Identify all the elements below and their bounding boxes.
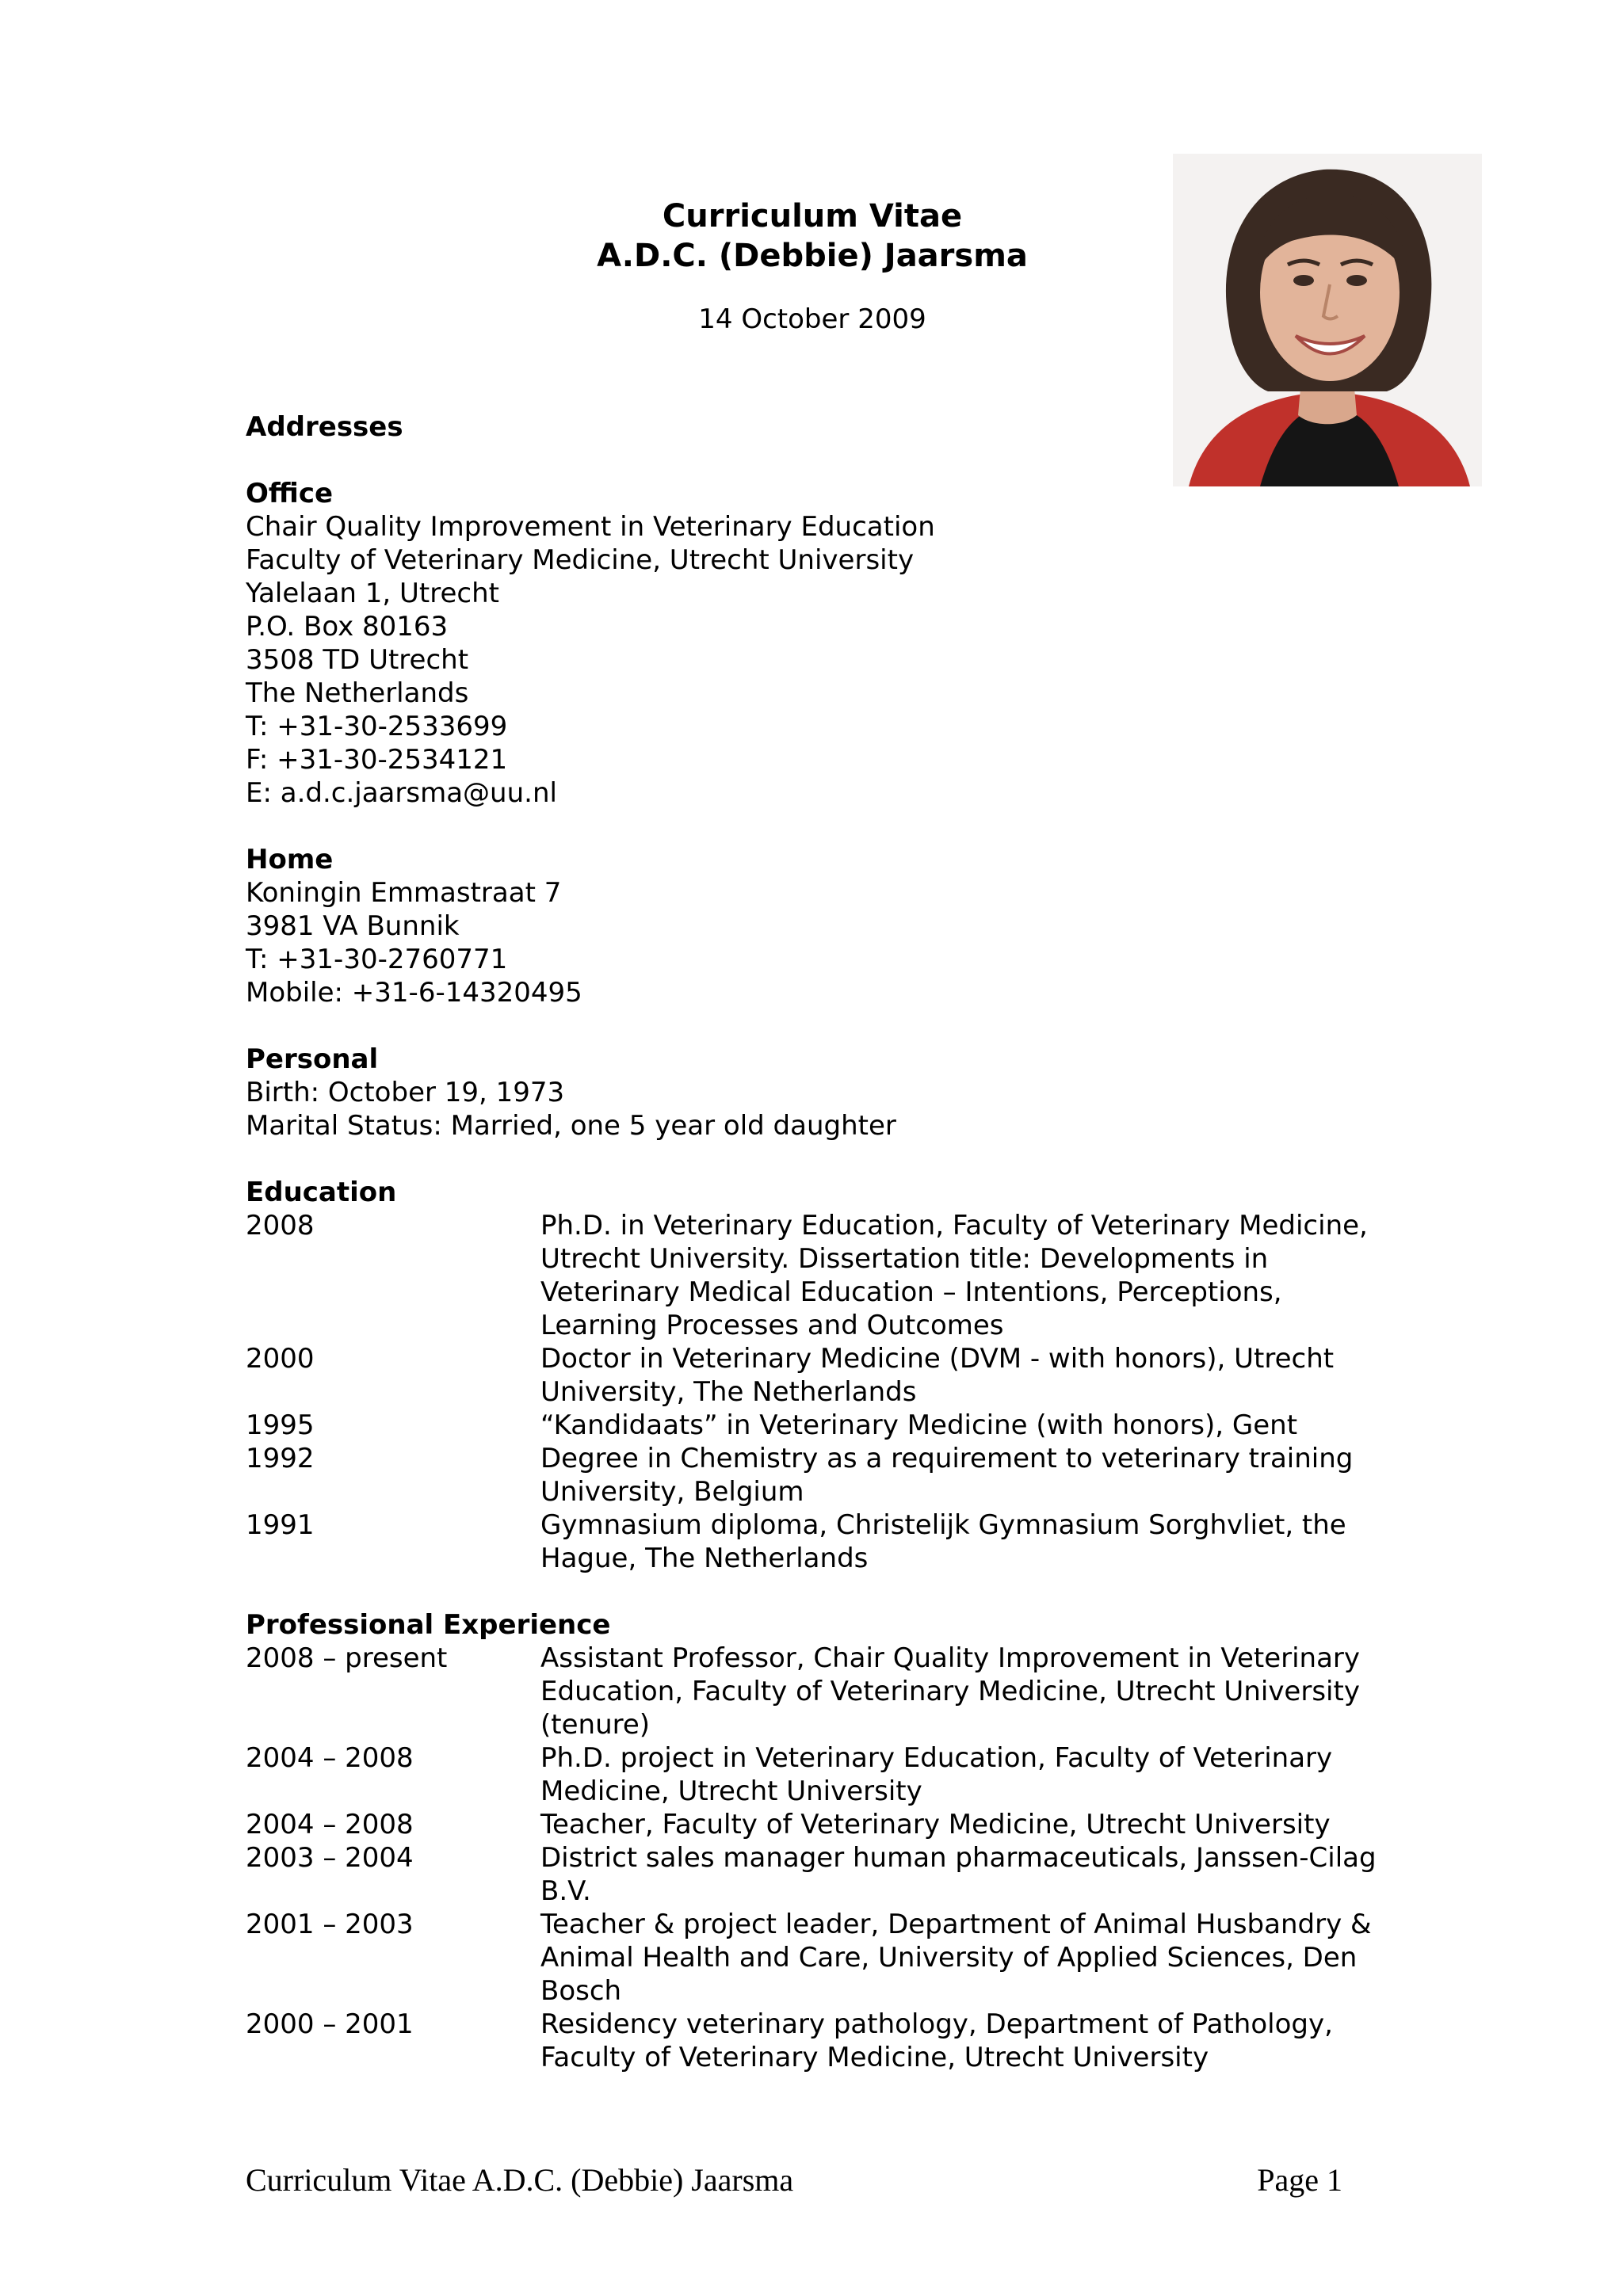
- office-line: Faculty of Veterinary Medicine, Utrecht University: [246, 544, 915, 576]
- office-email: E: a.d.c.jaarsma@uu.nl: [246, 777, 557, 809]
- education-period: 2008: [246, 1210, 315, 1241]
- page-footer: [246, 2161, 1342, 2199]
- education-row: [246, 1409, 1387, 1442]
- experience-period: 2004 – 2008: [246, 1809, 414, 1840]
- personal-line: Marital Status: Married, one 5 year old daughter: [246, 1110, 896, 1142]
- personal-line: Birth: October 19, 1973: [246, 1077, 565, 1108]
- education-row: [246, 1442, 1387, 1508]
- education-period: 1991: [246, 1509, 315, 1541]
- education-description: Degree in Chemistry as a requirement to veterinary training University, Belgium: [540, 1443, 1354, 1508]
- office-phone: T: +31-30-2533699: [246, 711, 508, 742]
- office-line: Yalelaan 1, Utrecht: [246, 578, 499, 609]
- document-date: 14 October 2009: [698, 303, 926, 335]
- education-period: 2000: [246, 1343, 315, 1375]
- experience-row: [246, 1908, 1387, 2008]
- experience-heading: Professional Experience: [246, 1609, 611, 1641]
- experience-period: 2004 – 2008: [246, 1742, 414, 1774]
- office-line: 3508 TD Utrecht: [246, 644, 469, 676]
- home-line: Koningin Emmastraat 7: [246, 877, 562, 909]
- education-period: 1995: [246, 1409, 315, 1441]
- experience-description: Teacher & project leader, Department of Animal Husbandry & Animal Health and Care, University of Applied Sciences, Den Bosch: [540, 1909, 1372, 2007]
- experience-description: Assistant Professor, Chair Quality Improvement in Veterinary Education, Faculty of Veterinary Medicine, Utrecht University (tenure): [540, 1642, 1361, 1741]
- experience-period: 2001 – 2003: [246, 1909, 414, 1940]
- experience-description: Residency veterinary pathology, Department of Pathology, Faculty of Veterinary Medicine, Utrecht University: [540, 2008, 1333, 2073]
- experience-row: [246, 1642, 1387, 1741]
- education-period: 1992: [246, 1443, 315, 1474]
- experience-description: Teacher, Faculty of Veterinary Medicine, Utrecht University: [540, 1809, 1331, 1840]
- office-heading: Office: [246, 478, 334, 509]
- experience-row: [246, 1841, 1387, 1908]
- office-line: P.O. Box 80163: [246, 611, 449, 643]
- title-block: [483, 196, 1141, 336]
- experience-period: 2003 – 2004: [246, 1842, 414, 1874]
- cv-content: [246, 410, 1387, 2074]
- education-description: Gymnasium diploma, Christelijk Gymnasium Sorghvliet, the Hague, The Netherlands: [540, 1509, 1346, 1574]
- document-title: Curriculum Vitae: [662, 198, 963, 235]
- education-description: “Kandidaats” in Veterinary Medicine (with honors), Gent: [540, 1409, 1298, 1441]
- personal-heading: Personal: [246, 1043, 379, 1075]
- education-row: [246, 1342, 1387, 1409]
- addresses-heading: Addresses: [246, 411, 403, 443]
- home-mobile: Mobile: +31-6-14320495: [246, 977, 582, 1009]
- experience-row: [246, 2008, 1387, 2074]
- education-description: Doctor in Veterinary Medicine (DVM - with honors), Utrecht University, The Netherlands: [540, 1343, 1335, 1408]
- home-heading: Home: [246, 844, 334, 875]
- education-row: [246, 1508, 1387, 1575]
- experience-description: Ph.D. project in Veterinary Education, Faculty of Veterinary Medicine, Utrecht University: [540, 1742, 1333, 1807]
- office-line: The Netherlands: [246, 677, 469, 709]
- office-line: Chair Quality Improvement in Veterinary Education: [246, 511, 935, 543]
- home-phone: T: +31-30-2760771: [246, 944, 508, 975]
- experience-row: [246, 1808, 1387, 1841]
- education-description: Ph.D. in Veterinary Education, Faculty of Veterinary Medicine, Utrecht University. Dissertation title: Developments in Veterinary Medical Education – Intentions, Perceptions, Learning Processes and Outcomes: [540, 1210, 1368, 1341]
- office-fax: F: +31-30-2534121: [246, 744, 508, 776]
- experience-description: District sales manager human pharmaceuticals, Janssen-Cilag B.V.: [540, 1842, 1377, 1907]
- education-row: [246, 1209, 1387, 1342]
- footer-title: Curriculum Vitae A.D.C. (Debbie) Jaarsma: [246, 2162, 794, 2198]
- home-line: 3981 VA Bunnik: [246, 910, 460, 942]
- education-heading: Education: [246, 1177, 397, 1208]
- experience-period: 2000 – 2001: [246, 2008, 414, 2040]
- person-name: A.D.C. (Debbie) Jaarsma: [597, 238, 1028, 274]
- experience-row: [246, 1741, 1387, 1808]
- experience-period: 2008 – present: [246, 1642, 448, 1674]
- page-number: Page 1: [1257, 2162, 1342, 2198]
